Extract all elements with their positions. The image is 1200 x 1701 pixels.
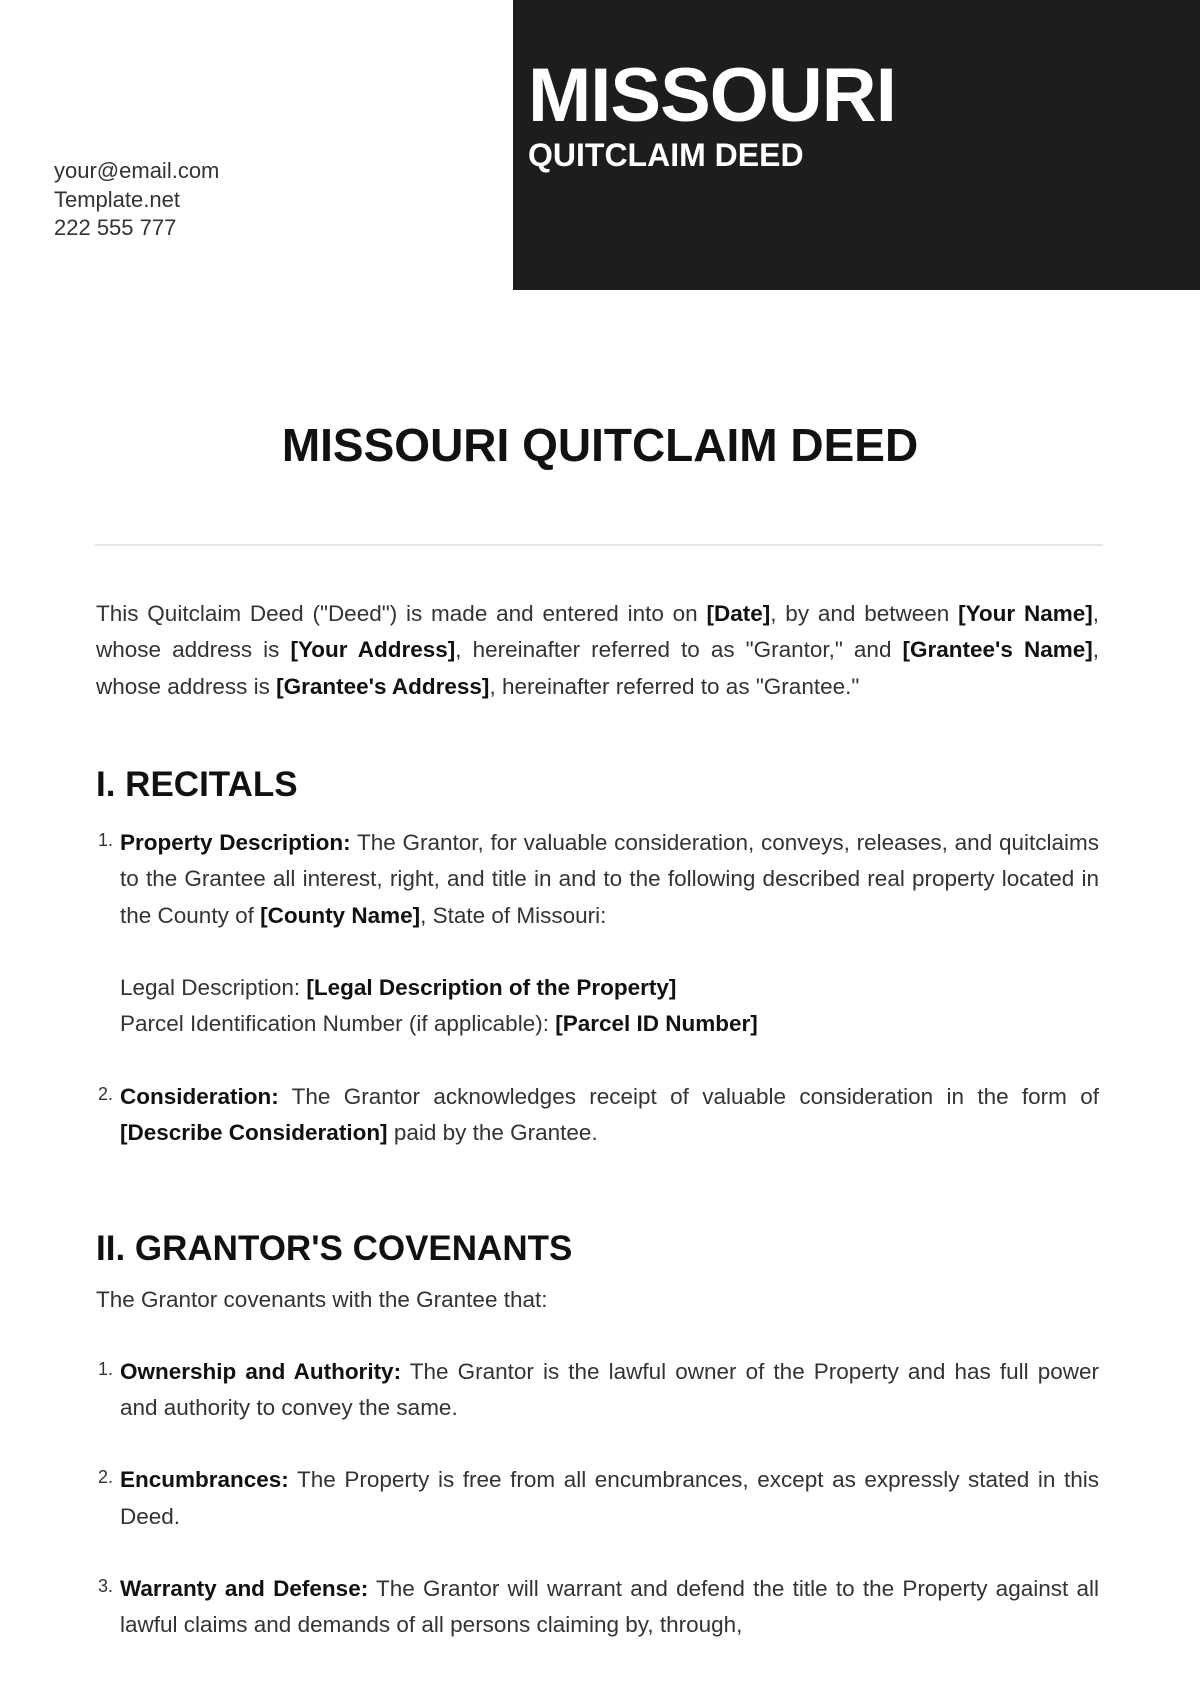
contact-email: your@email.com <box>54 158 220 183</box>
list-item <box>96 1571 1099 1644</box>
list-number: 1. <box>98 1358 114 1379</box>
intro-text: , hereinafter referred to as "Grantor," and <box>455 637 903 663</box>
list-number: 3. <box>98 1576 114 1597</box>
item-label: Warranty and Defense: <box>120 1576 369 1602</box>
item-text: The Grantor is the lawful owner of the Property and has full power and authority to convey the same. <box>120 1358 1099 1421</box>
placeholder: [Your Address] <box>290 637 456 663</box>
item-label: Encumbrances: <box>120 1467 289 1493</box>
item-text: paid by the Grantee. <box>387 1119 598 1145</box>
list-number: 2. <box>98 1083 114 1104</box>
list-number: 1. <box>98 830 114 851</box>
placeholder: [Parcel ID Number] <box>555 1011 758 1037</box>
item-text: The Grantor will warrant and defend the title to the Property against all lawful claims and demands of all persons claiming by, through, <box>120 1576 1099 1638</box>
list-item <box>96 1079 1099 1152</box>
header-title: MISSOURI <box>528 53 896 138</box>
item-label: Consideration: <box>120 1083 279 1109</box>
header-subtitle: QUITCLAIM DEED <box>528 137 804 173</box>
contact-phone: 222 555 777 <box>54 215 177 240</box>
placeholder: [Your Name] <box>958 601 1093 626</box>
intro-text: , by and between <box>770 601 959 626</box>
item-text: The Property is free from all encumbrances, except as expressly stated in this Deed. <box>120 1467 1099 1529</box>
placeholder: [Describe Consideration] <box>120 1119 388 1145</box>
placeholder: [Legal Description of the Property] <box>306 975 677 1001</box>
contact-website: Template.net <box>54 186 180 212</box>
document-title: MISSOURI QUITCLAIM DEED <box>281 419 919 471</box>
legal-label: Legal Description: <box>120 975 307 1001</box>
section-heading-recitals: I. RECITALS <box>96 764 298 804</box>
item-text: The Grantor, for valuable consideration, conveys, releases, and quitclaims to the Grantee all interest, right, and title in and to the following described real property located in the County of <box>120 830 1100 928</box>
placeholder: [Date] <box>706 601 771 626</box>
intro-text: , whose address is <box>96 601 1099 663</box>
contact-info <box>54 157 219 243</box>
item-text: The Grantor acknowledges receipt of valuable consideration in the form of <box>278 1083 1099 1109</box>
recitals-list <box>96 825 1099 1151</box>
list-number: 2. <box>98 1467 114 1488</box>
list-item <box>96 1354 1099 1427</box>
divider <box>95 544 1103 546</box>
list-item <box>96 825 1099 1042</box>
legal-description <box>120 970 1099 1006</box>
item-label: Ownership and Authority: <box>120 1358 402 1384</box>
parcel-id <box>120 1006 1099 1042</box>
intro-text: , hereinafter referred to as "Grantee." <box>489 673 860 699</box>
intro-text: , whose address is <box>96 637 1099 699</box>
item-text: , State of Missouri: <box>420 902 607 928</box>
document-body <box>96 596 1099 1680</box>
placeholder: [County Name] <box>260 902 421 928</box>
covenants-list <box>96 1354 1099 1644</box>
parcel-label: Parcel Identification Number (if applicable): <box>120 1011 556 1037</box>
section-heading-covenants: II. GRANTOR'S COVENANTS <box>96 1229 573 1269</box>
item-label: Property Description: <box>120 830 351 856</box>
intro-paragraph <box>96 596 1099 705</box>
placeholder: [Grantee's Address] <box>276 673 490 699</box>
section-intro: The Grantor covenants with the Grantee that: <box>96 1286 548 1312</box>
placeholder: [Grantee's Name] <box>902 637 1093 663</box>
intro-text: This Quitclaim Deed ("Deed") is made and entered into on <box>96 601 707 626</box>
list-item <box>96 1462 1099 1535</box>
